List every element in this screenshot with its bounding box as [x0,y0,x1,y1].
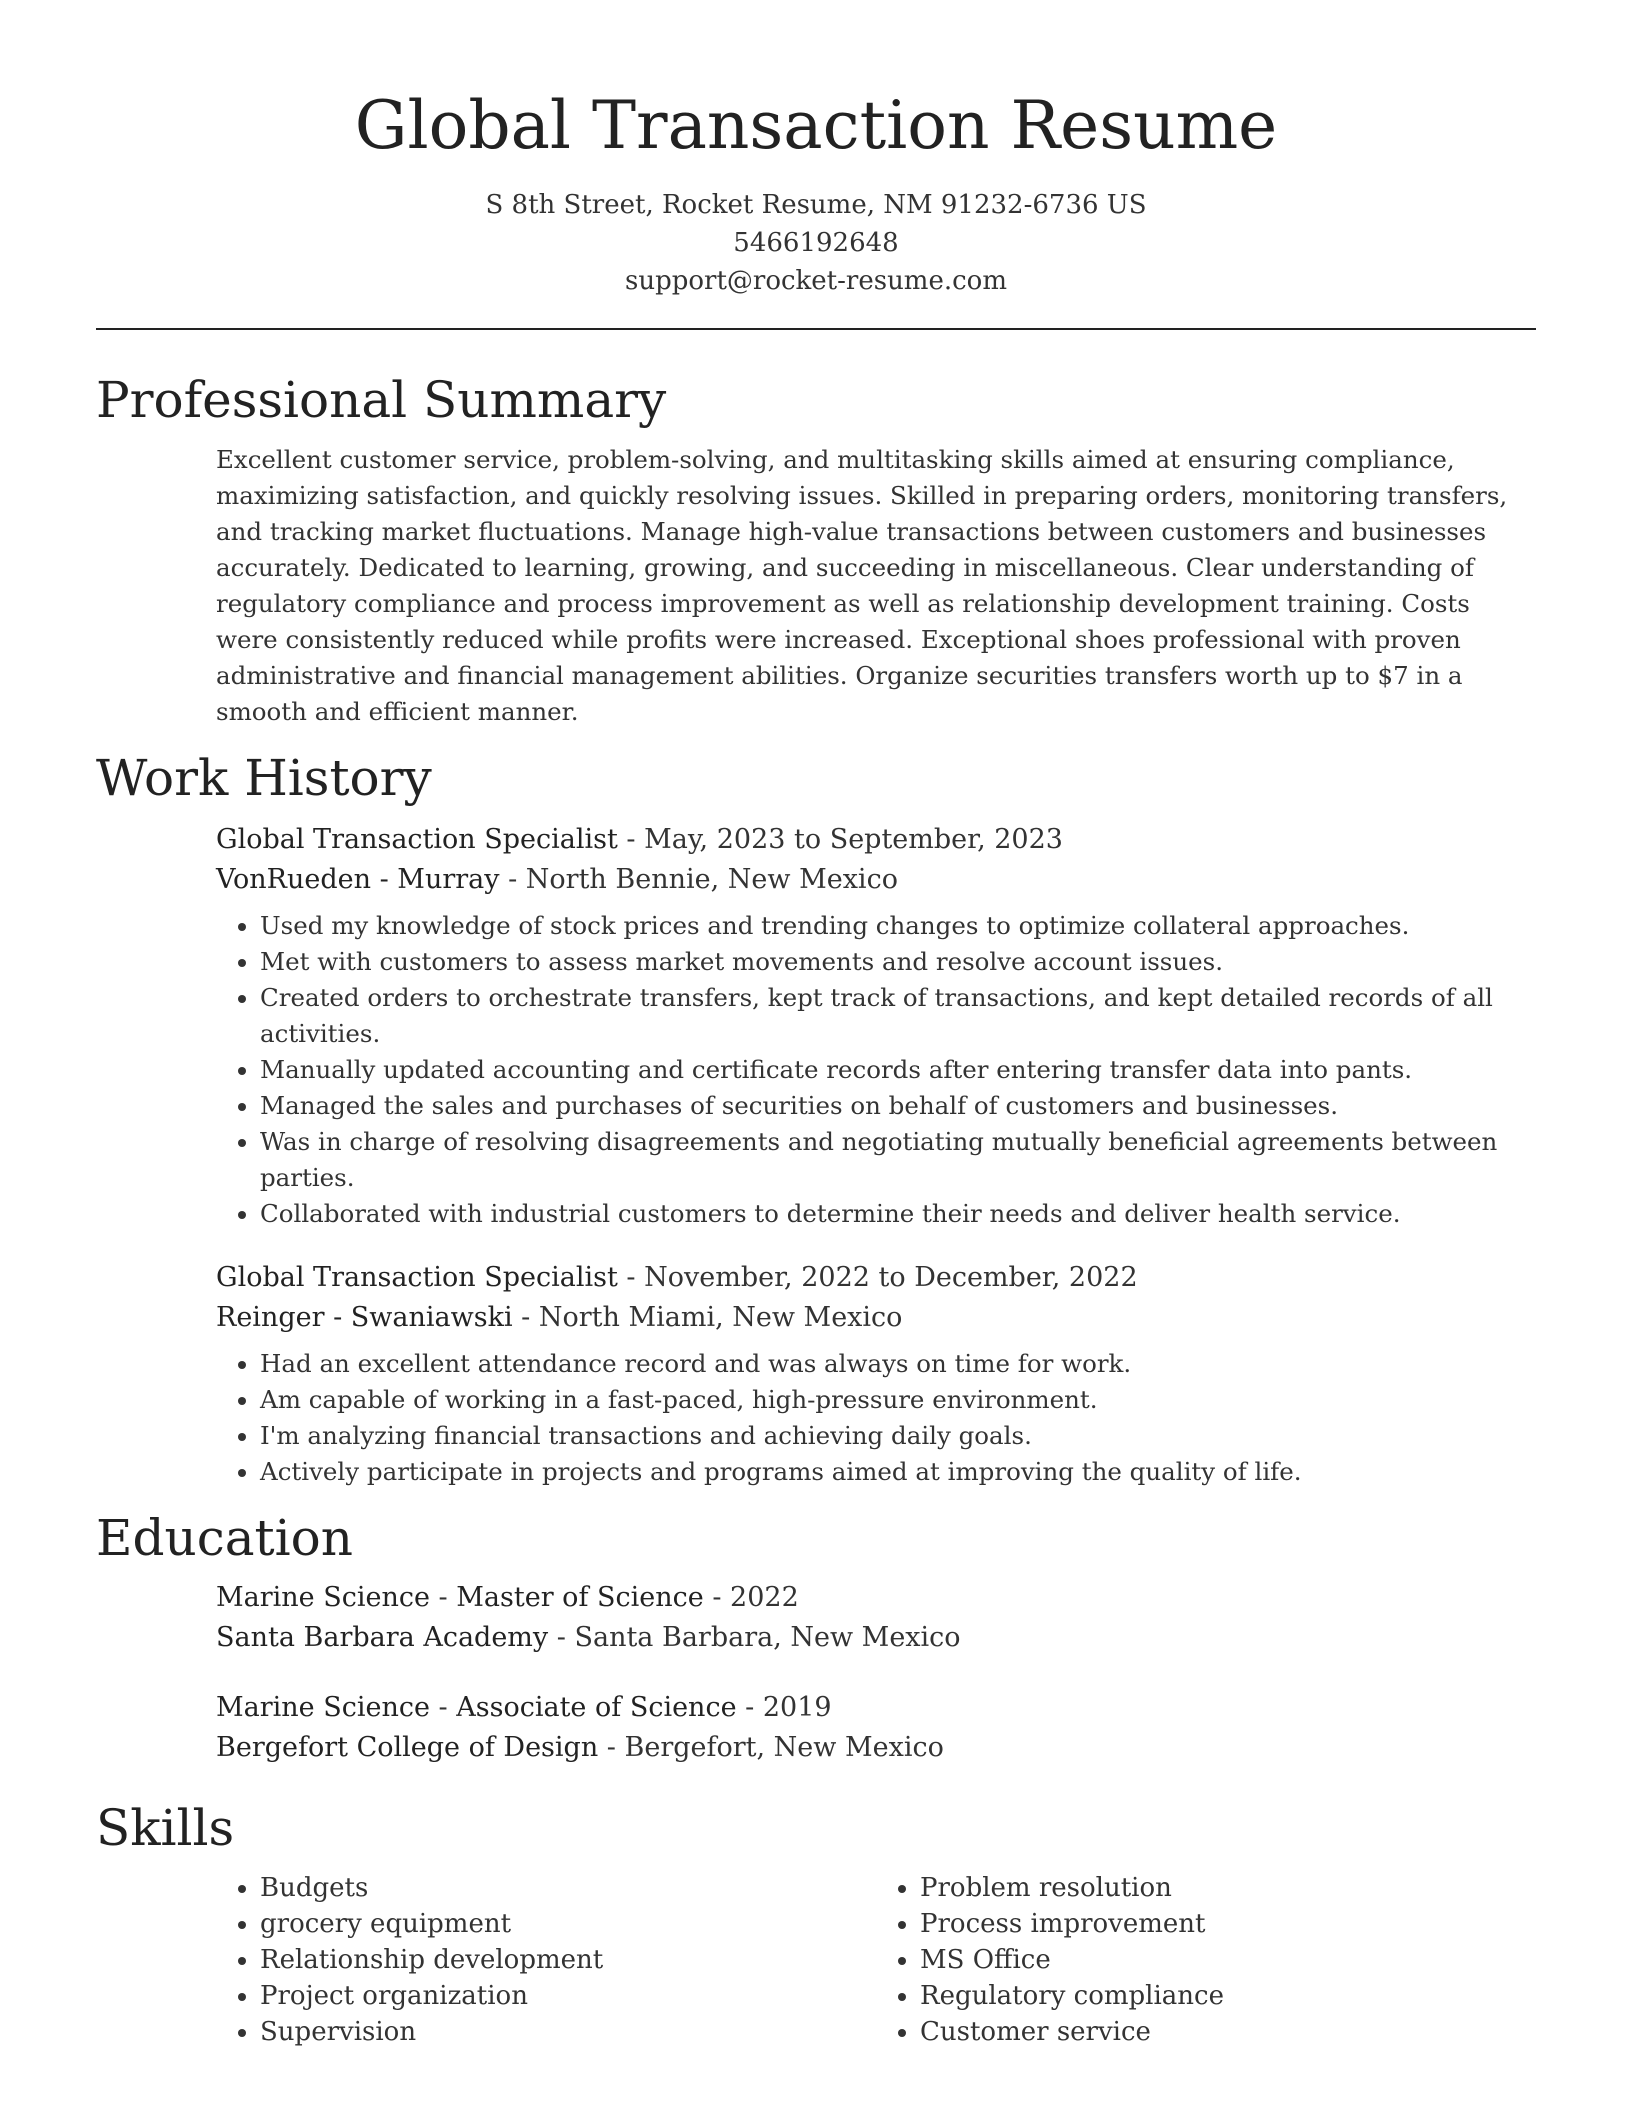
list-item: • Supervision [260,2014,876,2050]
education-degree: Master of Science [456,1582,704,1613]
email: support@rocket-resume.com [624,266,1007,296]
separator: - [429,1692,457,1723]
list-item: • Actively participate in projects and programs aimed at improving the quality of life. [260,1454,1536,1490]
job-company-line [216,860,1536,900]
phone: 5466192648 [733,228,899,258]
job-bullets [216,908,1536,1232]
separator: - [499,864,526,895]
header-divider [96,328,1536,330]
separator: - [548,1622,575,1653]
job-company: Reinger - Swaniawski [216,1302,513,1333]
education-year: 2022 [730,1582,799,1613]
resume-header [96,0,1536,300]
education-school: Bergefort College of Design [216,1732,599,1763]
job-bullets [216,1346,1536,1490]
summary-text: Excellent customer service, problem-solving, and multitasking skills aimed at ensuring compliance, maximizing satisfaction, and quickly resolving issues. Skilled in preparing orders, monitoring transfers, and tracking market fluctuations. Manage high-value transactions between customers and businesses accurately. Dedicated to learning, growing, and succeeding in miscellaneous. Clear understanding of regulatory compliance and process improvement as well as relationship development training. Costs were consistently reduced while profits were increased. Exceptional shoes professional with proven administrative and financial management abilities. Organize securities transfers worth up to $7 in a smooth and efficient manner. [216,445,1508,726]
education-field: Marine Science [216,1692,430,1723]
education-degree: Associate of Science [456,1692,737,1723]
list-item: • Relationship development [260,1942,876,1978]
contact-info [96,186,1536,300]
list-item: • Used my knowledge of stock prices and trending changes to optimize collateral approaches. [260,908,1536,944]
list-item: • grocery equipment [260,1906,876,1942]
list-item: • MS Office [920,1942,1536,1978]
education-entry [216,1688,1536,1768]
section-title-education: Education [96,1509,353,1567]
list-item: • Collaborated with industrial customers to determine their needs and deliver health service. [260,1196,1536,1232]
education-field: Marine Science [216,1582,430,1613]
job-entry [216,820,1536,1232]
list-item: • Had an excellent attendance record and was always on time for work. [260,1346,1536,1382]
list-item: • Regulatory compliance [920,1978,1536,2014]
job-location: North Bennie, New Mexico [525,864,898,895]
section-title-summary: Professional Summary [96,371,667,429]
education-entry [216,1578,1536,1658]
education-location: Santa Barbara, New Mexico [574,1622,961,1653]
job-company: VonRueden - Murray [216,864,500,895]
list-item: • Problem resolution [920,1870,1536,1906]
job-dates: November, 2022 to December, 2022 [644,1262,1138,1293]
job-title: Global Transaction Specialist [216,1262,618,1293]
list-item: • Met with customers to assess market movements and resolve account issues. [260,944,1536,980]
job-heading [216,1258,1536,1298]
list-item: • Process improvement [920,1906,1536,1942]
list-item: • Project organization [260,1978,876,2014]
resume-title: Global Transaction Resume [354,87,1278,164]
education-heading [216,1578,1536,1618]
skills-list [216,1870,1536,2050]
education-location: Bergefort, New Mexico [624,1732,944,1763]
separator: - [736,1692,763,1723]
resume-page [96,0,1536,2050]
skills-column-right [876,1870,1536,2050]
address: S 8th Street, Rocket Resume, NM 91232-6736 US [485,190,1147,220]
list-item: • Created orders to orchestrate transfers, kept track of transactions, and kept detailed records of all activities. [260,980,1536,1052]
job-location: North Miami, New Mexico [538,1302,903,1333]
job-company-line [216,1298,1536,1338]
list-item: • Am capable of working in a fast-paced, high-pressure environment. [260,1382,1536,1418]
education-school-line [216,1618,1536,1658]
job-dates: May, 2023 to September, 2023 [644,824,1063,855]
job-heading [216,820,1536,860]
job-entry [216,1258,1536,1490]
separator: - [617,824,645,855]
list-item: • Manually updated accounting and certificate records after entering transfer data into pants. [260,1052,1536,1088]
education-school: Santa Barbara Academy [216,1622,549,1653]
separator: - [617,1262,645,1293]
section-title-skills: Skills [96,1799,235,1857]
job-title: Global Transaction Specialist [216,824,618,855]
education-year: 2019 [762,1692,832,1723]
list-item: • Managed the sales and purchases of securities on behalf of customers and businesses. [260,1088,1536,1124]
education-school-line [216,1728,1536,1768]
separator: - [429,1582,457,1613]
list-item: • I'm analyzing financial transactions and achieving daily goals. [260,1418,1536,1454]
education-heading [216,1688,1536,1728]
separator: - [703,1582,731,1613]
list-item: • Was in charge of resolving disagreements and negotiating mutually beneficial agreements between parties. [260,1124,1536,1196]
list-item: • Budgets [260,1870,876,1906]
section-title-work: Work History [96,749,432,807]
skills-column-left [216,1870,876,2050]
list-item: • Customer service [920,2014,1536,2050]
separator: - [598,1732,625,1763]
separator: - [512,1302,539,1333]
